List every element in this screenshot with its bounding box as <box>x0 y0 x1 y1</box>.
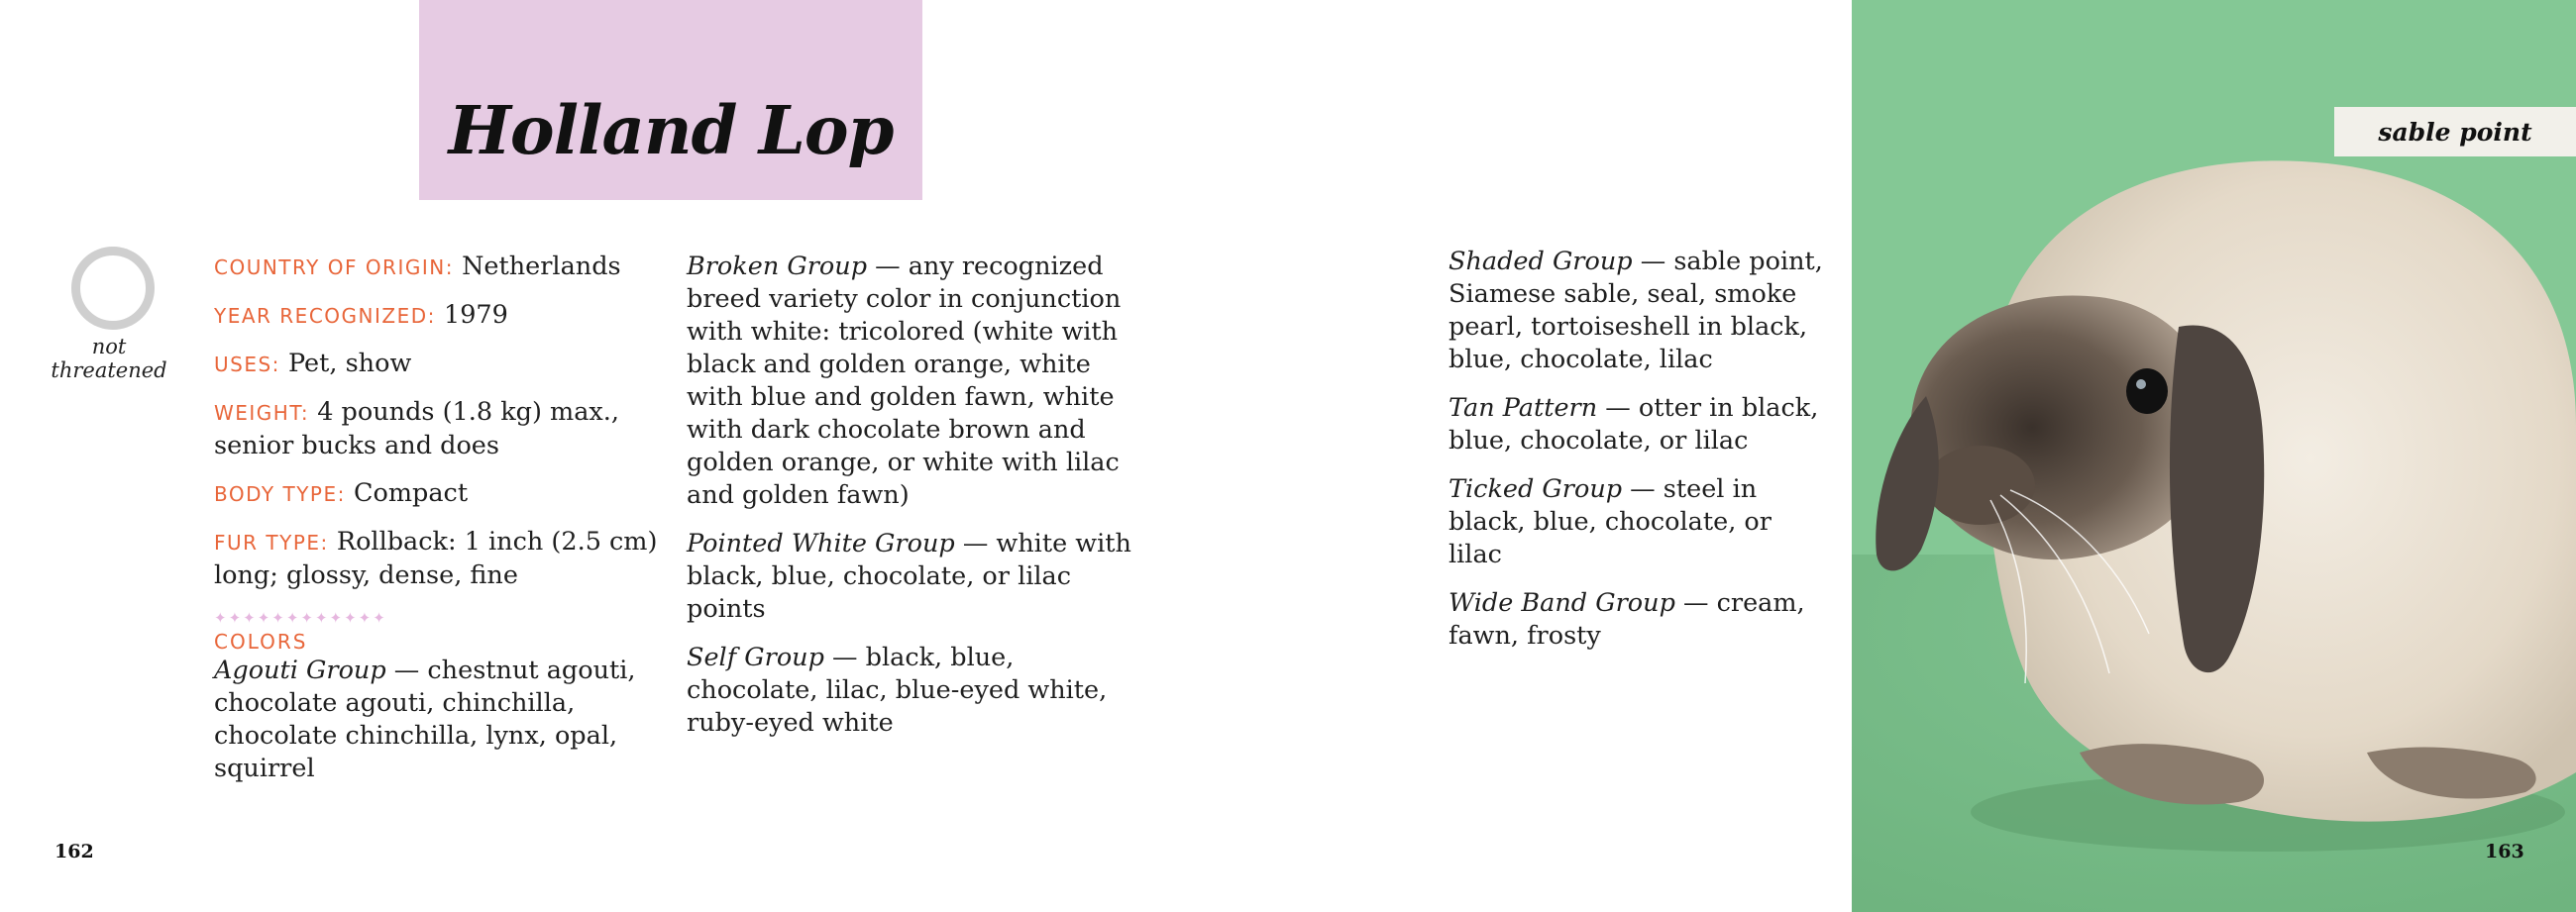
fact-value: Netherlands <box>462 252 621 281</box>
fact-label: FUR TYPE: <box>214 531 329 555</box>
conservation-status-label: not threatened <box>51 335 167 382</box>
fact-label: YEAR RECOGNIZED: <box>214 304 436 328</box>
fact-country <box>214 251 660 284</box>
color-group-self <box>687 642 1147 740</box>
page-title: Holland Lop <box>448 91 894 169</box>
color-group-name: Tan Pattern <box>1449 393 1598 423</box>
colors-column-middle <box>687 251 1147 756</box>
fact-year <box>214 299 660 333</box>
color-group-desc: — otter in black, blue, chocolate, or lilac <box>1449 393 1819 456</box>
photo-caption: sable point <box>2378 118 2532 147</box>
color-group-name: Agouti Group <box>214 656 386 685</box>
color-group-name: Broken Group <box>687 252 868 281</box>
fact-label: COUNTRY OF ORIGIN: <box>214 255 454 279</box>
page-number-left: 162 <box>54 841 94 862</box>
fact-uses <box>214 348 660 381</box>
color-group-shaded <box>1449 246 1825 376</box>
conservation-status-icon <box>71 247 155 330</box>
fact-value: Pet, show <box>288 349 412 378</box>
color-group-name: Ticked Group <box>1449 474 1623 504</box>
color-group-wide-band <box>1449 587 1825 653</box>
color-group-name: Wide Band Group <box>1449 588 1675 618</box>
fact-weight <box>214 396 660 462</box>
facts-column <box>214 251 660 801</box>
page-number-right: 163 <box>2485 841 2524 862</box>
color-group-desc: — any recognized breed variety color in conjunction with white: tricolored (white with black and golden orange, white with blue and golden fawn, white with dark chocolate brown and golden orange, or white with lilac and golden fawn) <box>687 252 1122 510</box>
color-group-desc: — white with black, blue, chocolate, or lilac points <box>687 529 1131 624</box>
colors-heading: COLORS <box>214 630 308 654</box>
color-group-desc: — chestnut agouti, chocolate agouti, chinchilla, chocolate chinchilla, lynx, opal, squirrel <box>214 656 636 783</box>
color-group-tan <box>1449 392 1825 457</box>
photo-caption-tag <box>2334 107 2576 156</box>
fact-value: 1979 <box>443 300 508 330</box>
color-group-broken <box>687 251 1147 512</box>
fact-body-type <box>214 477 660 511</box>
color-group-desc: — cream, fawn, frosty <box>1449 588 1805 651</box>
color-group-desc: — steel in black, blue, chocolate, or lilac <box>1449 474 1771 569</box>
fact-label: BODY TYPE: <box>214 482 346 506</box>
color-group-desc: — black, blue, chocolate, lilac, blue-eyed white, ruby-eyed white <box>687 643 1108 738</box>
rabbit-eye <box>2126 368 2168 414</box>
colors-column-right <box>1449 246 1825 668</box>
ornament-divider: ✦✦✦✦✦✦✦✦✦✦✦✦ <box>214 609 387 627</box>
fact-label: USES: <box>214 353 280 376</box>
color-group-agouti <box>214 655 660 785</box>
color-group-name: Self Group <box>687 643 824 672</box>
color-group-desc: — sable point, Siamese sable, seal, smoke pearl, tortoiseshell in black, blue, chocolate, lilac <box>1449 247 1823 374</box>
color-group-ticked <box>1449 473 1825 571</box>
color-group-name: Pointed White Group <box>687 529 955 558</box>
fact-fur-type <box>214 526 660 592</box>
color-group-name: Shaded Group <box>1449 247 1633 276</box>
color-group-pointed-white <box>687 528 1147 626</box>
fact-value: Rollback: 1 inch (2.5 cm) long; glossy, dense, fine <box>214 527 658 590</box>
fact-label: WEIGHT: <box>214 401 310 425</box>
fact-value: 4 pounds (1.8 kg) max., senior bucks and does <box>214 397 619 460</box>
title-banner <box>419 0 922 200</box>
fact-value: Compact <box>353 478 469 508</box>
